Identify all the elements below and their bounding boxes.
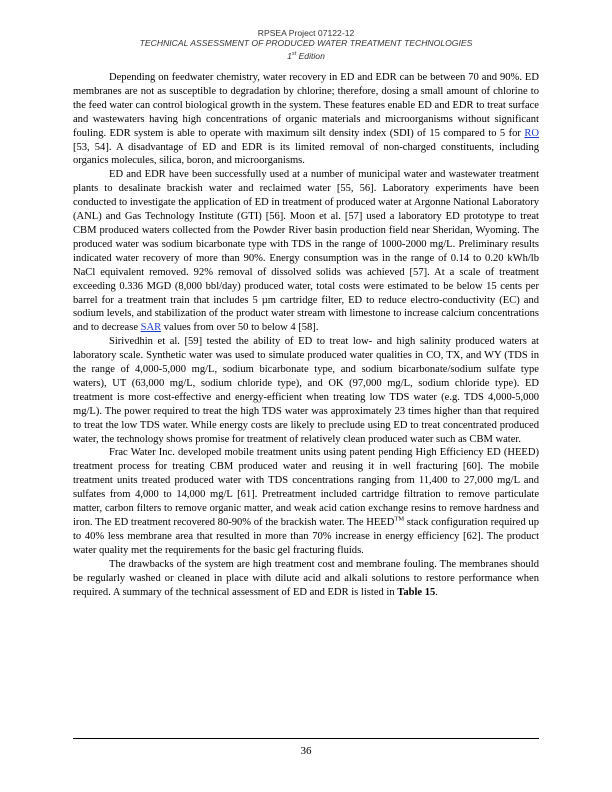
paragraph-drawbacks [73,558,539,600]
report-title: TECHNICAL ASSESSMENT OF PRODUCED WATER TREATMENT TECHNOLOGIES [139,38,473,49]
footer-divider [73,738,539,739]
trademark: TM [394,515,405,523]
paragraph-text: . [435,586,438,598]
page-number: 36 [300,745,312,757]
paragraph-text: values from over 50 to below 4 [58]. [161,322,319,334]
edition-ordinal: st [291,50,297,57]
sar-link[interactable]: SAR [140,322,162,334]
ro-link[interactable]: RO [524,127,539,139]
page-header [0,28,612,61]
edition [0,49,612,61]
paragraph-sirivedhin: Sirivedhin et al. [59] tested the ability of ED to treat low- and high salinity produced waters at laboratory scale. Synthetic water was used to simulate produced water qualities in CO, TX, and WY (TDS in the range of 4,000-5,000 mg/L, sodium bicarbonate type, and sodium bicarbonate/sodium sulfate type waters), UT (63,000 mg/L, sodium chloride type), and OK (97,000 mg/L, sodium chloride type). ED treatment is more cost-effective and energy-efficient when treating low TDS water (e.g. TDS 4,000-5,000 mg/L). The power required to treat the high TDS water was approximately 23 times higher than that required to treat the low TDS water. While energy costs are likely to preclude using ED to treat concentrated produced water, the technology shows promise for treatment of relatively clean produced water such as CBM water. [73,336,539,445]
body-text [73,71,539,599]
paragraph-ed-recovery [73,71,539,168]
edition-number: 1 [287,50,292,61]
paragraph-text: [53, 54]. A disadvantage of ED and EDR is its limited removal of non-charged constituents, including organics molecules, silica, boron, and microorganisms. [73,141,539,167]
project-id: RPSEA Project 07122-12 [257,28,355,38]
paragraph-text: Frac Water Inc. developed mobile treatment units using patent pending High Efficiency ED (HEED) treatment process for treating CBM produced water and reusing it in well fracturing [60]. The mobile treatment units treated produced water with TDS concentrations ranging from 11,400 to 27,000 mg/L and sulfates from 4,000 to 14,000 mg/L [61]. Pretreatment included cartridge filtration to remove particulate matter, carbon filters to remove organic matter, and weak acid cation exchange resins to remove hardness and iron. The ED treatment recovered 80-90% of the brackish water. The HEED [73,447,539,528]
paragraph-text: ED and EDR have been successfully used at a number of municipal water and wastewater treatment plants to desalinate brackish water and reclaimed water [55, 56]. Laboratory experiments have been conducted to investigate the application of ED in treatment of produced water at Argonne National Laboratory (ANL) and Gas Technology Institute (GTI) [56]. Moon et al. [57] used a laboratory ED prototype to treat CBM produced waters collected from the Powder River basin production field near Sheridan, Wyoming. The produced water was sodium bicarbonate type with TDS in the range of 1000-2000 mg/L. Preliminary results indicated water recovery of more than 90%. Energy consumption was in the range of 0.14 to 0.20 kWh/lb NaCl equivalent removed. 92% removal of dissolved solids was achieved [57]. At a scale of treatment exceeding 0.336 MGD (8,000 bbl/day) produced water, total costs were estimated to be below 15 cents per barrel for a treatment train that includes 5 µm cartridge filter, ED to reduce electro-conductivity (EC) and sodium levels, and stabilization of the product water stream with limestone to increase calcium concentrations and to decrease [73,169,539,334]
paragraph-text: The drawbacks of the system are high treatment cost and membrane fouling. The membranes should be regularly washed or cleaned in place with dilute acid and alkali solutions to restore performance when required. A summary of the technical assessment of ED and EDR is listed in [73,558,539,598]
table-reference: Table 15 [397,586,436,598]
paragraph-ed-applications [73,168,539,335]
paragraph-text: stack configuration required up to 40% less membrane area that resulted in more than 70% increase in energy efficiency [62]. The product water quality met the requirements for the basic gel fracturing fluids. [73,517,539,556]
edition-word: Edition [296,50,325,61]
paragraph-frac-water [73,446,539,557]
paragraph-text: Depending on feedwater chemistry, water recovery in ED and EDR can be between 70 and 90%. ED membranes are not as susceptible to degradation by chlorine; therefore, dosing a small amount of chlorine to the feed water can control biological growth in the system. These features enable ED and EDR to treat surface and wastewaters having high concentrations of organic materials and microorganisms without significant fouling. EDR system is able to operate with maximum silt density index (SDI) of 15 compared to 5 for [73,72,539,139]
